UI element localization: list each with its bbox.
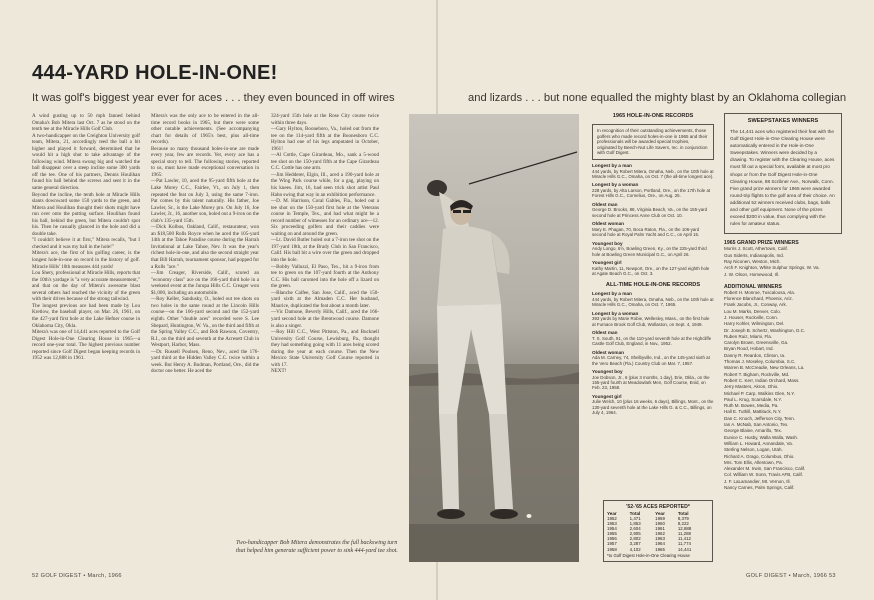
golfer-photo (409, 114, 579, 562)
table-cell: 4,102 (629, 546, 641, 552)
record-entry (592, 330, 714, 346)
aces-table-footnote: *to Golf Digest Hole-in-One Clearing House (607, 552, 690, 558)
record-text: Andy Longo, 6½, Bowling Green, Ky., on the 225-yard third hole at Bowling Green Municipal G.C., on April 26. (592, 246, 707, 257)
article-paragraph: Mitera's was the only ace to be entered in the all-time record books in 1965, but there were some other notable achievements. (See accompanying chart for details of 1965's best, plus all-time records). (151, 113, 259, 146)
table-cell: 1965 (655, 546, 665, 552)
article-paragraph: —Bobby Valluzzi, El Paso, Tex., hit a 9-iron from tee to green on the 107-yard fourth at the Anthony C.C. His ball caromed into the hole off a lizard on the green. (271, 263, 379, 290)
folio-left: 52 GOLF DIGEST • March, 1966 (32, 573, 122, 579)
record-text: Joe Dobson, Jr., 6 (plus 3 months, 1 day), Erie, Okla., on the 155-yard fourth at Meadowlark Men, Golf Course, Enid, on Feb. 23, 1958. (592, 374, 710, 391)
article-paragraph: —Jim Hedderer, Elgin, Ill., aced a 190-yard hole at the Wing Park course while, for a gag, playing on his knees. Jim, 16, had seen trick shot artist Paul Hahn swing that way in an exhibition performance. (271, 171, 379, 198)
list-item: Carolyn Brown, Greensville, Ga. (724, 340, 789, 346)
list-item: Richard A. Grago, Columbus, Ohio. (724, 453, 795, 459)
list-item: J. F. LaLamandier, Mt. Vernon, Ill. (724, 478, 791, 484)
table-header: Total (629, 511, 641, 516)
list-item: Paul L. Krug, Scarsdale, N.Y. (724, 396, 782, 402)
deck-left: It was golf's biggest year ever for aces . . . they even bounced in off wires (32, 92, 395, 104)
record-category: Youngest girl (592, 260, 622, 265)
article-paragraph: —D. M. Harrison, Coral Gables, Fla., holed out a tee shot on the 150-yard first hole at the Veterans course in Temple, Tex., and had what might be a record number of witnesses for an ordinary ace—12. Six proceeding golfers and their caddies were waiting on and around the green. (271, 198, 379, 237)
list-item: Frank Jacobs, Jr., Conway, Ark. (724, 302, 787, 308)
article-paragraph: —Blanche Calfee, San Jose, Calif., aced the 150-yard sixth at the Almaden C.C. Her husband, Maurice, duplicated the feat about a month later. (271, 289, 379, 309)
table-cell: 11,412 (677, 536, 691, 542)
article-paragraph: —Roy Keller, Sandusky, O., holed out tee shots on two holes in the same round at the Lincoln Hills course—on the 166-yard second and the 152-yard eighth. Other "double aces" recorded were S. Lee Shepard, Huntington, W. Va., on the third and fifth at the Spring Valley C.C., and Bob Rawson, Coventry, R.I., on the third and seventh at the Acresett Club in Westport, Harbor, Mass. (151, 296, 259, 349)
sweepstakes-paragraph: Five grand prize winners for 1965 were awarded round-trip flights to the golf area of their choice. An additional 52 winners received clubs, bags, balls and other golf equipment. None of the prizes exceed $200 in value, thus complying with the rules for amateur status. (730, 185, 835, 227)
table-cell: 1960 (655, 521, 665, 527)
list-item: Hall E. Tuthill, Mattituck, N.Y. (724, 409, 782, 415)
record-entry (592, 291, 714, 307)
record-text: 228 yards, by Alta Larson, Portland, Ore., on the 17th hole at Forest Hills G.C., Cornelius, Ore., on Aug. 25. (592, 187, 711, 199)
record-entry (592, 394, 714, 416)
list-item: William L. Howard, Annandale, Va. (724, 440, 793, 446)
list-item: Warren B. McCreadie, New Orleans, La. (724, 365, 805, 371)
article-paragraph: —Vic Damone, Beverly Hills, Calif., aced the 166-yard second hole at the Brentwood course. Damone is also a singer. (271, 309, 379, 329)
aces-table (607, 511, 709, 552)
table-cell: 1963 (655, 536, 665, 542)
record-entry (592, 163, 714, 179)
record-entry (592, 260, 714, 276)
table-cell: 1961 (655, 526, 665, 532)
table-cell: 11,288 (677, 531, 691, 537)
table-row (607, 547, 709, 552)
photo-caption: Two-handicapper Bob Mitera demonstrates the full backswing turn that helped him generate sufficient power to sink 444-yard tee shot. (236, 540, 398, 554)
article-paragraph: —Lt. David Butler holed out a 7-iron tee shot on the 197-yard 18th, at the Brady Club in San Francisco, Calif. His ball hit a wire over the green and dropped into the hole. (271, 237, 379, 264)
deck-right: and lizards . . . but none equalled the mighty blast by an Oklahoma collegian (468, 92, 847, 104)
list-item: Nancy Carnes, Palm Springs, Calif. (724, 485, 795, 490)
table-cell: 1,853 (629, 521, 641, 527)
record-text: Mary E. Phagan, 70, Boca Raton, Fla., on the 106-yard second hole at Royal Palm Yacht and C.C., on April 15. (592, 226, 700, 238)
list-item: Lou M. Marks, Denver, Colo. (724, 308, 782, 314)
record-category: Oldest woman (592, 349, 625, 355)
article-paragraph: —Dr. Russell Poulsen, Reno, Nev., aced the 176-yard third at the Hidden Valley C.C. twice within a week. But Henry A. Budman, Portland, Ore., did the doctor one better. He aced the (151, 348, 259, 375)
list-item: Ian A. McNab, San Antonio, Tex. (724, 422, 789, 428)
list-item: George Blaine, Amarillo, Tex. (724, 428, 782, 434)
record-text: 393 yards by Marie Robie, Wellesley, Mass., on the first hole at Furnace Brook Golf Club, Wollaston, on Sept. 4, 1949. (592, 316, 710, 327)
grand-prize-title: 1965 GRAND PRIZE WINNERS (724, 240, 799, 247)
sweepstakes-paragraph: The 14,441 aces who registered their feat with the Golf Digest Hole-in-One Clearing House were automatically entered in the Hole-in-One Sweepstakes. Winners were decided by a drawing. To register with the Clearing House, aces must fill out a special form, available at most pro shops or from the Golf Digest Hole-in-One Clearing House, 88 Scribner Ave., Norwalk, Conn. (730, 129, 835, 184)
article-column-3 (271, 113, 379, 375)
table-cell: 3,287 (629, 541, 641, 547)
record-entry (592, 182, 714, 198)
record-text: 444 yards, by Robert Mitera, Omaha, Neb., on the 10th hole at Miracle Hills G.C., Omaha, on Oct. 7 (the all-time longest ace). (592, 168, 714, 179)
record-text: Julie Welch, 10 (plus 16 weeks, 6 days), Billings, Mont., on the 130-yard seventh hole at the Lake Hills G. & C.C., Billings, on July 4, 1964. (592, 399, 714, 416)
list-item: Danny R. Reardon, Clinton, Ia. (724, 352, 786, 358)
list-item: J. Houser, Rockville, Conn. (724, 314, 779, 320)
list-item: Michael P. Carp, Walkins Glen, N.Y. (724, 390, 795, 396)
table-cell: 2,905 (629, 531, 641, 537)
table-header: Year (655, 511, 665, 516)
list-item: Gus Siderts, Indianapolis, Ind. (724, 252, 785, 258)
article-paragraph: A two-handicapper on the Creighton University golf team, Mitera, 21, accordingly teed the ball a bit higher and played it forward, determined that he would hit a high shot to take advantage of the following wind. Mitera swung big and watched the ball disappear over a steep incline some 300 yards off the tee. One of his partners, Dennis Houlihan found his ball behind the screws and sent it in the same general direction. (32, 132, 140, 192)
sweepstakes-box (724, 113, 842, 234)
article-column-2 (151, 113, 259, 375)
article-paragraph: Beyond the incline, the tenth hole at Miracle Hills slants downward some 150 yards to the green, and Mitera and Houlihan thought their shots might have run over onto the putting surface. Houlihan found his ball, behind the green, but Mitera couldn't spot his. Then he casually glanced in the hole and did a double take. (32, 191, 140, 237)
list-item: Bryan Rood, Hobart, Ind. (724, 346, 774, 352)
list-item: Robert H. Monroe, Tuscaloosa, Ala. (724, 289, 796, 295)
alltime-records-title: ALL-TIME HOLE-IN-ONE RECORDS (605, 282, 701, 289)
list-item: Ruben Ruiz, Miami, Fla. (724, 333, 773, 339)
table-cell: 1957 (607, 541, 617, 547)
record-category: Oldest woman (592, 221, 625, 227)
list-item: Jerry Masters, Akron, Ohio. (724, 384, 779, 390)
article-paragraph: Mitera's ace, the first of his golfing career, is the longest hole-in-one on record in the history of golf. Miracle Hills' 10th measures 444 yards! (32, 250, 140, 270)
list-item: Morris J. Scott, Athertown, Calif. (724, 246, 789, 252)
article-paragraph: The longest previous ace had been made by Lou Kretlow, the baseball player, on Mar. 26, 1961, on the 427-yard first hole at the Lake Hefner course in Oklahoma City, Okla. (32, 302, 140, 329)
additional-winners-title: ADDITIONAL WINNERS (724, 283, 782, 290)
sweepstakes-text (730, 128, 836, 227)
article-paragraph: Mitera's was one of 14,441 aces reported to the Golf Digest Hole-in-One Clearing House in 1965—a record one-year total. The highest previous number reported since Golf Digest began keeping records in 1952 was 12,888 in 1961. (32, 329, 140, 362)
list-item: Robert C. Kerr, Indian Orchard, Mass. (724, 377, 800, 383)
record-text: Ada M. Carney, 74, Shelbyville, Ind., on the 145-yard sixth at the Vero Beach (Fla.) Country Club on Mar. 7, 1957. (592, 355, 710, 366)
article-paragraph: —Pat Lawler, 10, aced the 95-yard fifth hole at the Lake Morey C.C., Fairlee, Vt., on July 1, then repeated the feat on July 3, using the same 7-iron. Pat comes by this talent naturally. His father, Joe Lawler, Sr., is the Lake Morey pro. On July 16, Joe Lawler, Jr., 16, another son, holed out a 9-iron on the club's 135-yard 15th. (151, 178, 260, 224)
record-text: 444 yards, by Robert Mitera, Omaha, Neb., on the 10th hole at Miracle Hills G.C., Omaha, on Oct. 7, 1965. (592, 297, 714, 308)
list-item: Arch F. Knighton, White Sulphur Springs, W. Va. (724, 265, 820, 271)
list-item: Dan C. Knoch, Jefferson City, Tenn. (724, 415, 796, 421)
list-item: Dr. Joseph B. Schertz, Washington, D.C. (724, 327, 806, 333)
sweepstakes-sidebar (724, 113, 842, 491)
list-item: Florence Blanchard, Phoenix, Ariz. (724, 296, 794, 302)
aces-table-title: '52-'65 ACES REPORTED* (626, 504, 690, 510)
table-header: Year (607, 511, 617, 516)
table-cell: 8,222 (677, 521, 689, 527)
list-item: Mrs. Tom Ellis, Allentown, Pa. (724, 459, 783, 465)
record-entry (592, 221, 714, 237)
table-cell: 1964 (655, 541, 665, 547)
table-cell: 11,774 (677, 541, 691, 547)
table-cell: 12,888 (677, 526, 692, 532)
table-cell: 1962 (655, 531, 665, 537)
record-entry (592, 241, 714, 257)
table-cell: 1956 (607, 536, 617, 542)
table-cell: 1955 (607, 531, 617, 537)
record-category: Youngest boy (592, 240, 623, 246)
article-paragraph: —Roy Hill C.C., West Pittston, Pa., and Bucknell University Golf Course, Lewisburg, Pa., thought they had something going with 11 aces being scored during the year at each course. Then the New Mexico State University Golf Course reported in with 17. (271, 329, 379, 368)
list-item: Harry Kohler, Wilmington, Del. (724, 321, 785, 327)
record-text: George D. Brooks, 88, Virginia Beach, Va., on the 155-yard second hole at Princess Anne Club on Oct. 10. (592, 207, 708, 218)
list-item: Alexander M. Irwin, San Francisco, Calif. (724, 466, 806, 472)
article-paragraph: NEXT! (271, 368, 287, 375)
records-sidebar (592, 113, 714, 416)
record-category: Longest by a woman (592, 310, 639, 316)
list-item: J. W. Olson, Homewood, Ill. (724, 271, 780, 277)
table-header: Total (677, 511, 689, 516)
table-cell: 1959 (655, 516, 665, 521)
article-paragraph: 324-yard 15th hole at the Rose City course twice within three days. (271, 113, 379, 126)
record-category: Youngest girl (592, 393, 622, 399)
table-cell: 1953 (607, 521, 617, 527)
record-category: Oldest man (592, 330, 618, 336)
table-cell: 1,471 (629, 516, 641, 521)
list-item: Ray Niconen, Weston, Mich. (724, 258, 781, 264)
article-paragraph: Because so many thousand holes-in-one are made every year, few are records. Yet, every ace has a special story to tell. The following stories, reported to us, must have made exceptional conversation in 1965: (151, 145, 259, 178)
records-title: 1965 HOLE-IN-ONE RECORDS (612, 113, 694, 119)
table-cell: 2,604 (629, 526, 641, 532)
list-item: Thomas J. Moseley, Columbia, S.C. (724, 359, 796, 365)
aces-reported-table (603, 500, 713, 562)
article-paragraph: "I couldn't believe it at first," Mitera recalls, "but I checked and it was my ball in the hole!" (32, 237, 140, 250)
article-paragraph: —Jim Creager, Riverside, Calif., scored an "economy class" ace on the 166-yard third hole in a weekend event at the Jurupa Hills C.C. Creager won $1,000, including an automobile. (151, 270, 259, 296)
additional-winners-list (724, 290, 842, 492)
records-intro: In recognition of their outstanding achievements, those golfers who made record holes-in-one in 1965 and their professionals will be awarded special trophies, originated by Beech-Nut Life Savers, Inc. in conjunction with Golf Digest. (592, 124, 714, 160)
list-item: Robert T. Bigham, Rockville, Md. (724, 371, 790, 377)
folio-right: GOLF DIGEST • March, 1966 53 (746, 573, 836, 579)
list-item: Sterling Nelson, Logan, Utah. (724, 447, 783, 453)
list-item: Col. William W. Sonn, Travis AFB, Calif. (724, 472, 804, 478)
record-category: Longest by a man (592, 162, 632, 168)
article-paragraph: A wind gusting up to 50 mph fanned behind Omaha's Bob Mitera last Oct. 7 as he stood on the tenth tee at the Miracle Hills Golf Club. (32, 113, 140, 133)
headline: 444-YARD HOLE-IN-ONE! (32, 62, 278, 84)
table-cell: 14,441 (677, 546, 692, 552)
table-cell: 1954 (607, 526, 617, 532)
article-paragraph: —Gary Hylton, Booneboro, Va., holed out from the tee on the 114-yard fifth at the Boonesboro C.C. Hylton had one of his legs amputated in October, 1961! (271, 126, 379, 152)
table-cell: 1952 (607, 516, 617, 521)
record-entry (592, 350, 714, 366)
article-paragraph: Lou Shery, professional at Miracle Hills, reports that the 10th's yardage is "a very accurate measurement," and that on the day of Mitera's awesome blast several others had reached the vicinity of the green with their drives because of the strong tailwind. (32, 270, 140, 303)
table-cell: 1958 (607, 546, 617, 552)
sweepstakes-title: SWEEPSTAKES WINNERS (747, 118, 819, 124)
table-cell: 2,802 (629, 536, 641, 542)
article-paragraph: —Dick Kolbus, Oakland, Calif., restaurateur, won an $18,500 Rolls Royce when he aced the 105-yard 14th at the Tahoe Paradise course during the Harrah Invitational at Lake Tahoe, Nev. It was the year's richest hole-in-one, and also the second straight year that Bill Harrah, tournament sponsor, had popped for a Rolls "ace." (151, 224, 260, 270)
list-item: Ruth M. Bowes, Media, Pa. (724, 403, 779, 409)
record-category: Longest by a woman (592, 182, 639, 188)
record-entry (592, 311, 714, 327)
record-category: Longest by a man (592, 291, 632, 297)
record-category: Youngest boy (592, 369, 623, 375)
list-item: Eunice C. Husby, Walla Walla, Wash. (724, 434, 799, 440)
grand-prize-list (724, 246, 842, 277)
record-text: Kathy Martin, 11, Newport, Ore., on the 127-yard eighth hole at Agate Beach G.C., on Oct. 3. (592, 265, 710, 276)
table-cell: 8,379 (677, 516, 689, 521)
golfer-illustration (409, 114, 579, 562)
article-paragraph: —Al Cottle, Cape Girardeau, Mo., sank a 5-wood tee shot on the 150-yard fifth at the Cape Girardeau C.C. Cottle has one arm. (271, 152, 379, 172)
record-text: T. S. South, 91, on the 110-yard seventh hole at the Highcliffe Castle Golf Club, England, in Nov., 1952. (592, 335, 712, 347)
record-category: Oldest man (592, 201, 618, 207)
record-entry (592, 202, 714, 218)
article-column-1 (32, 113, 140, 362)
record-entry (592, 369, 714, 391)
